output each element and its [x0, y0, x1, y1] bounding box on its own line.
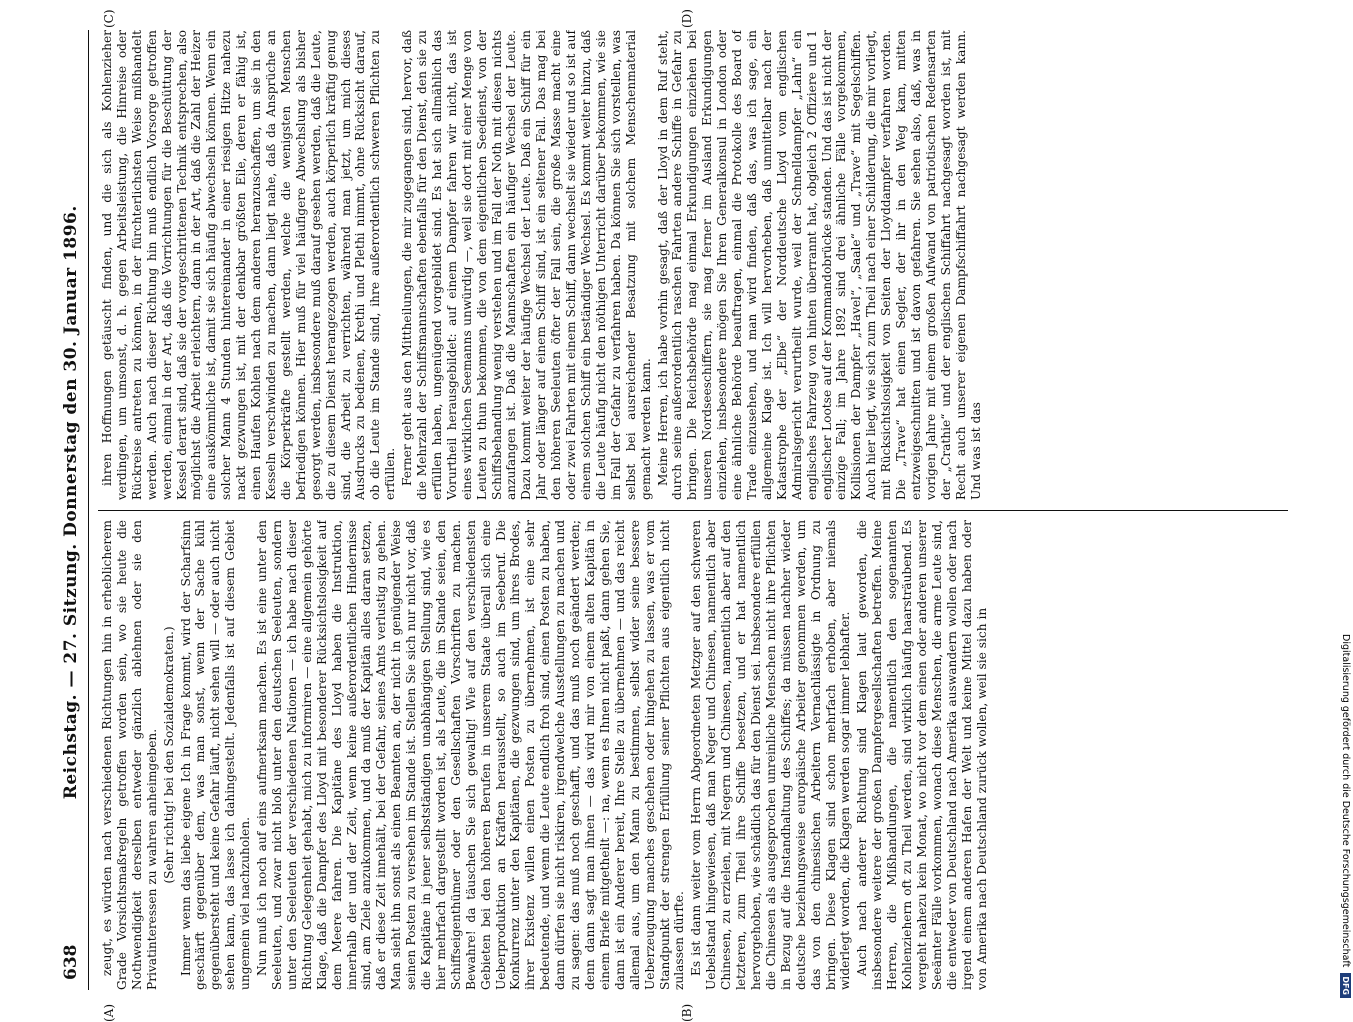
page-number: 638 — [61, 944, 81, 980]
margin-marker-d: (D) — [680, 9, 694, 28]
paragraph: Es ist dann weiter vom Herrn Abgeordneten Metzger auf den schweren Uebelstand hingewiesen, daß man Neger und Chinesen, namentlich aber Chinesen, zu erzielen, mit Negern und Chinesen, namentlich aber auf den letzteren, zum Theil ihre Schiffe besetzen, und er hat namentlich hervorgehoben, wie schädlich das für den Dienst sei. Insbesondere erfüllen die Chinesen als ausgesprochen unreinliche Menschen nicht ihre Pflichten in Bezug auf die Instandhaltung des Schiffes; da müssen nachher wieder deutsche beziehungsweise europäische Arbeiter genommen werden, um das von den chinesischen Arbeitern Vernachlässigte in Ordnung zu bringen. Diese Klagen sind schon mehrfach erhoben, aber niemals widerlegt worden, die Klagen werden sogar immer lebhafter. — [689, 520, 853, 990]
paragraph: Auch nach anderer Richtung sind Klagen laut geworden, die insbesondere weitere der großen Dampfergesellschaften betreffen. Meine Herren, die Mißhandlungen, die namentlich den sogenannten Kohlenziehern oft zu Theil werden, sind wirklich häufig haarsträubend. Es vergeht nahezu kein Monat, wo nicht vor dem einen oder anderen unserer Seeämter Fälle vorkommen, wonach diese Menschen, die arme Leute sind, die entweder von Deutschland nach Amerika auswandern wollen oder nach irgend einem anderen Hafen der Welt und keine Mittel dazu haben oder von Amerika nach Deutschland zurück wollen, weil sie sich in — [855, 520, 989, 990]
paragraph: Meine Herren, ich habe vorhin gesagt, daß der Lloyd in dem Ruf steht, durch seine außerordentlich raschen Fahrten andere Schiffe in Gefahr zu bringen. Die Reichsbehörde mag einmal Erkundigungen einziehen bei unseren Nordseeschiffern, sie mag ferner im Ausland Erkundigungen einziehen, insbesondere mögen Sie Ihren Generalkonsul in London oder eine ähnliche Behörde beauftragen, einmal die Protokolle des Board of Trade einzusehen, und man wird finden, daß das, was ich sage, ein allgemeine Klage ist. Ich will hervorheben, daß unmittelbar nach der Katastrophe der „Elbe“ der Norddeutsche Lloyd vom englischen Admiralsgericht verurtheilt wurde, weil der Schnelldampfer „Lahn“ ein englisches Fahrzeug von hinten überrannt hat, obgleich 2 Offiziere und 1 englischer Lootse auf der Kommandobrücke standen. Und das ist nicht der einzige Fall; im Jahre 1892 sind drei ähnliche Fälle vorgekommen, Kollisionen der Dampfer „Havel“, „Saale“ und „Trave“ mit Segelschiffen. Auch hier liegt, wie sich zum Theil nach einer Schilderung, die mir vorliegt, mit Rücksichtslosigkeit von Seiten der Lloyddampfer verfahren worden. Die „Trave“ hat einen Segler, der ihr in den Weg kam, mitten entzweigeschnitten und ist davon gefahren. Sie sehen also, daß, was in vorigen Jahre mit einem großen Aufwand von patriotischen Redensarten der „Crathie“ und der englischen Schiffahrt nachgesagt worden ist, mit Recht auch unserer eigenen Dampfschiffahrt nachgesagt werden kann. Und was ist das — [655, 30, 983, 500]
left-column — [100, 520, 1300, 990]
paragraph: Nun muß ich noch auf eins aufmerksam machen. Es ist eine unter den Seeleuten, und zwar nicht bloß unter den deutschen Seeleuten, sondern unter den Seeleuten der verschiedenen Nationen — ich habe nach dieser Richtung Gelegenheit gehabt, mich zu informiren — eine allgemein gehörte Klage, daß die Dampfer des Lloyd mit besonderer Rücksichtslosigkeit auf dem Meere fahren. Die Kapitäne des Lloyd haben die Instruktion, innerhalb der und der Zeit, wenn keine außerordentlichen Hindernisse sind, am Ziele anzukommen, und da muß der Kapitän alles daran setzen, daß er diese Zeit innehält, bei der Gefahr, seines Amts verlustig zu gehen. Man sieht ihn sonst als einen Beamten an, der nicht in genügender Weise seinen Posten zu versehen im Stande ist. Stellen Sie sich nur nicht vor, daß die Kapitäne in jener selbstständigen unabhängigen Stellung sind, wie es hier mehrfach dargestellt worden ist, als Leute, die im Stande seien, den Schiffseigenthümer oder den Gesellschaften Vorschriften zu machen. Bewahre! da täuschen Sie sich gewaltig! Wie auf den verschiedensten Gebieten bei den höheren Berufen in unserem Staate überall sich eine Ueberproduktion an Kräften herausstellt, so auch im Seeberuf. Die Konkurrenz unter den Kapitänen, die gezwungen sind, um ihres Brodes, ihrer Existenz willen einen Posten zu übernehmen, ist eine sehr bedeutende, und wenn die Leute endlich froh sind, einen Posten zu haben, dann dürfen sie nicht riskiren, irgendwelche Ausstellungen zu machen und zu sagen: das muß noch geschafft, und das muß noch geändert werden; denn dann sagt man ihnen — das wird mir von einem alten Kapitän in einem Briefe mitgetheilt —: na, wenn es Ihnen nicht paßt, dann gehen Sie, dann ist ein Anderer bereit, Ihre Stelle zu übernehmen — und das reicht allemal aus, um den Mann zu bestimmen, selbst wider seine bessere Ueberzeugung manches geschehen oder hingehen zu lassen, was er vom Standpunkt der strengen Erfüllung seiner Pflichten aus eigentlich nicht zulassen dürfte. — [255, 520, 687, 990]
paragraph: ihren Hoffnungen getäuscht finden, und die sich als Kohlenzieher verdingen, um umsonst, d. h. gegen Arbeitsleistung, die Hinreise oder Rückreise antreten zu können, in der fürchterlichsten Weise mißhandelt werden. Auch nach dieser Richtung hin muß endlich Vorsorge getroffen werden, einmal in der Art, daß die Vorrichtungen für die Beschüttung der Kessel derart sind, daß sie der vorgeschrittenen Technik entsprechen, also möglichst die Arbeit erleichtern, dann in der Art, daß die Zahl der Heizer eine auskömmliche ist, damit sie sich häufig abwechseln können. Wenn ein solcher Mann 4 Stunden hintereinander in einer riesigen Hitze nahezu nackt gezwungen ist, mit der denkbar größten Eile, deren er fähig ist, einen Haufen Kohlen nach dem anderen heranzuschaffen, um sie in den Kesseln verschwinden zu machen, dann liegt nahe, daß da Ansprüche an die Körperkräfte gestellt werden, welche die wenigsten Menschen befriedigen können. Hier muß für viel häufigere Abwechslung als bisher gesorgt werden, insbesondere muß darauf gesehen werden, daß die Leute, die zu diesem Dienst herangezogen werden, auch körperlich kräftig genug sind, die Arbeit zu verrichten, während man jetzt, um mich dieses Ausdrucks zu bedienen, Krethi und Plethi nimmt, ohne Rücksicht darauf, ob die Leute im Stande sind, ihre außerordentlich schweren Pflichten zu erfüllen. — [100, 30, 398, 500]
page-header — [58, 30, 84, 980]
paragraph: Immer wenn das liebe eigene Ich in Frage kommt, wird der Scharfsinn geschärft gegenüber dem, was man sonst, wenn der Sache kühl gegenübersteht und keine Gefahr läuft, nicht sehen will — oder auch nicht sehen kann, das lasse ich dahingestellt. Jedenfalls ist auf diesem Gebiet ungemein viel nachzuholen. — [178, 520, 253, 990]
margin-marker-a: (A) — [102, 1003, 116, 1022]
rotated-page — [40, 0, 1330, 1022]
margin-marker-b: (B) — [680, 1003, 694, 1022]
column-divider — [98, 510, 1288, 511]
interjection: (Sehr richtig! bei den Sozialdemokraten.) — [161, 626, 176, 884]
header-rule — [88, 30, 89, 990]
margin-marker-c: (C) — [102, 9, 116, 28]
paragraph: zeugt, es würden nach verschiedenen Richtungen hin in erheblicherem Grade Vorsichtsmaßregeln getroffen worden sein, wo sie heute die Nothwendigkeit derselben entweder gänzlich ablehnen oder sie den Privatinteressen zu wahren anheimgeben. — [100, 520, 159, 990]
digitization-credit-strip — [1340, 8, 1353, 998]
page-title: Reichstag. — 27. Sitzung. Donnerstag den 30. Januar 1896. — [61, 205, 81, 800]
right-column — [100, 30, 1300, 500]
paragraph: Ferner geht aus den Mittheilungen, die mir zugegangen sind, hervor, daß die Mehrzahl der Schiffsmannschaften ebenfalls für den Dienst, den sie zu erfüllen haben, ungenügend vorgebildet sind. Es hat sich allmählich das Vorurtheil herausgebildet: auf einem Dampfer fahren wir nicht, das ist eines wirklichen Seemanns unwürdig —, weil sie dort mit einer Menge von Leuten zu thun bekommen, die von dem eigentlichen Seedienst, von der Schiffsbehandlung wenig verstehen und im Fall der Noth mit diesen nichts anzufangen ist. Daß die Mannschaften ein häufiger Wechsel der Leute. Dazu kommt weiter der häufige Wechsel der Leute. Daß ein Schiff für ein Jahr oder länger auf einem Schiff sind, ist ein seltener Fall. Das mag bei den höheren Seeleuten öfter der Fall sein, die große Masse macht eine oder zwei Fahrten mit einem Schiff, dann wechselt sie wieder und so ist auf einem solchen Schiff ein beständiger Wechsel. Es kommt weiter hinzu, daß die Leute häufig nicht den nöthigen Unterricht darüber bekommen, wie sie im Fall der Gefahr zu verfahren haben. Da können Sie sich vorstellen, was selbst bei ausreichender Besatzung mit solchem Menschenmaterial gemacht werden kann. — [400, 30, 653, 500]
digitization-credit: Digitalisierung gefördert durch die Deutsche Forschungsgemeinschaft — [1340, 634, 1352, 968]
dfg-logo: DFG — [1341, 973, 1352, 998]
